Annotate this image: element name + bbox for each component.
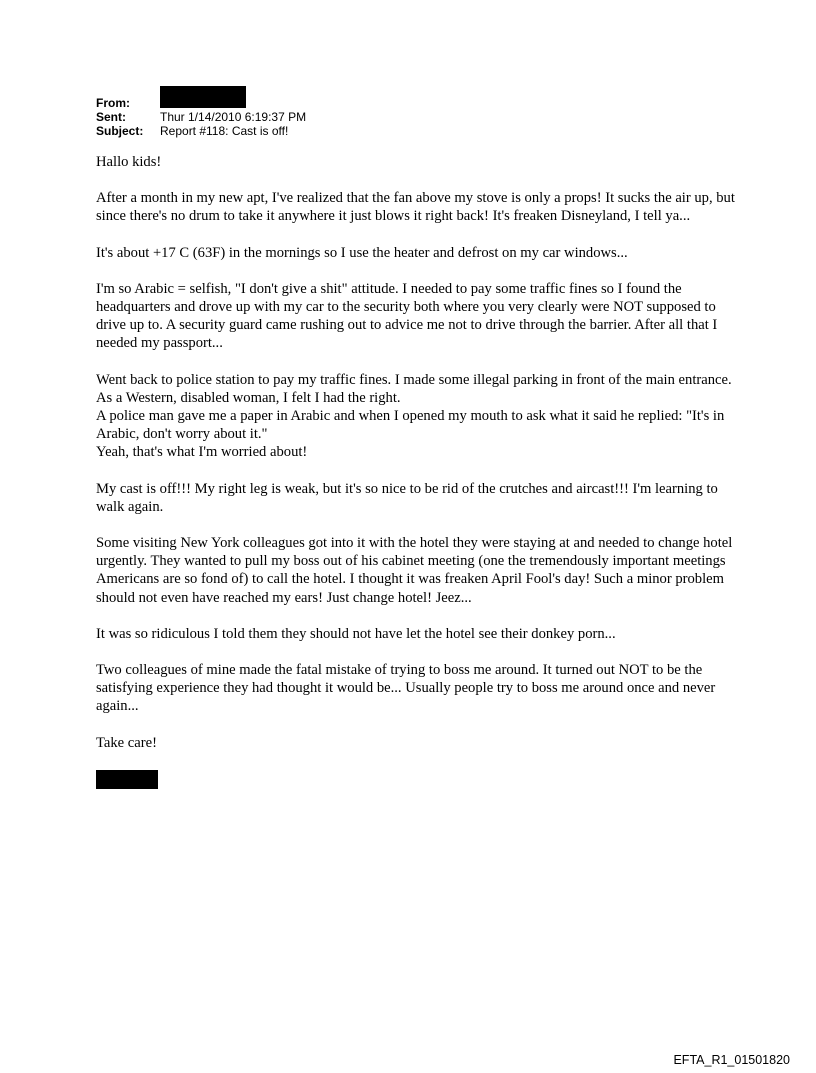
paragraph-colleagues: Two colleagues of mine made the fatal mistake of trying to boss me around. It turned out NOT to be the satisfying experience they had thought it would be... Usually people try to boss me around once and never again... — [96, 662, 716, 715]
paragraph-traffic-fines: I'm so Arabic = selfish, "I don't give a shit" attitude. I needed to pay some traffic fines so I found the headquarters and drove up with my car to the security both where you very clearly were NOT supposed to drive up to. A security guard came rushing out to advice me not to drive through the barrier. After all that I needed my passport... — [96, 280, 718, 352]
greeting: Hallo kids! — [96, 154, 162, 170]
paragraph-ridiculous: It was so ridiculous I told them they should not have let the hotel see their donkey porn... — [96, 625, 616, 642]
redacted-signature — [96, 770, 158, 789]
signoff: Take care! — [96, 734, 157, 751]
from-row — [96, 96, 306, 110]
subject-label: Subject: — [96, 124, 144, 138]
paragraph-hotel: Some visiting New York colleagues got into it with the hotel they were staying at and needed to change hotel urgently. They wanted to pull my boss out of his cabinet meeting (one the tremendously important meetings Americans are so fond of) to call the hotel. I thought it was freaken April Fool's day! Such a minor problem should not even have reached my ears! Just change hotel! Jeez... — [96, 535, 733, 606]
document-id: EFTA_R1_01501820 — [673, 1053, 790, 1067]
sent-label: Sent: — [96, 110, 126, 124]
paragraph-cast: My cast is off!!! My right leg is weak, but it's so nice to be rid of the crutches and aircast!!! I'm learning to walk again. — [96, 480, 718, 515]
paragraph-fan: After a month in my new apt, I've realized that the fan above my stove is only a props! It sucks the air up, but since there's no drum to take it anywhere it just blows it right back! It's freaken Disneyland, I tell ya... — [96, 190, 735, 225]
email-body — [96, 153, 736, 789]
subject-row — [96, 124, 306, 138]
from-label: From: — [96, 96, 130, 110]
sent-row — [96, 110, 306, 124]
paragraph-weather: It's about +17 C (63F) in the mornings so I use the heater and defrost on my car windows... — [96, 244, 628, 261]
paragraph-police-station: Went back to police station to pay my traffic fines. I made some illegal parking in front of the main entrance. As a Western, disabled woman, I felt I had the right. — [96, 371, 732, 406]
redacted-sender — [160, 86, 246, 108]
email-header — [96, 96, 306, 138]
paragraph-worried: Yeah, that's what I'm worried about! — [96, 444, 308, 461]
subject-value: Report #118: Cast is off! — [160, 124, 289, 138]
paragraph-police-man: A police man gave me a paper in Arabic and when I opened my mouth to ask what it said he replied: "It's in Arabic, don't worry about it." — [96, 408, 725, 443]
sent-value: Thur 1/14/2010 6:19:37 PM — [160, 110, 307, 124]
